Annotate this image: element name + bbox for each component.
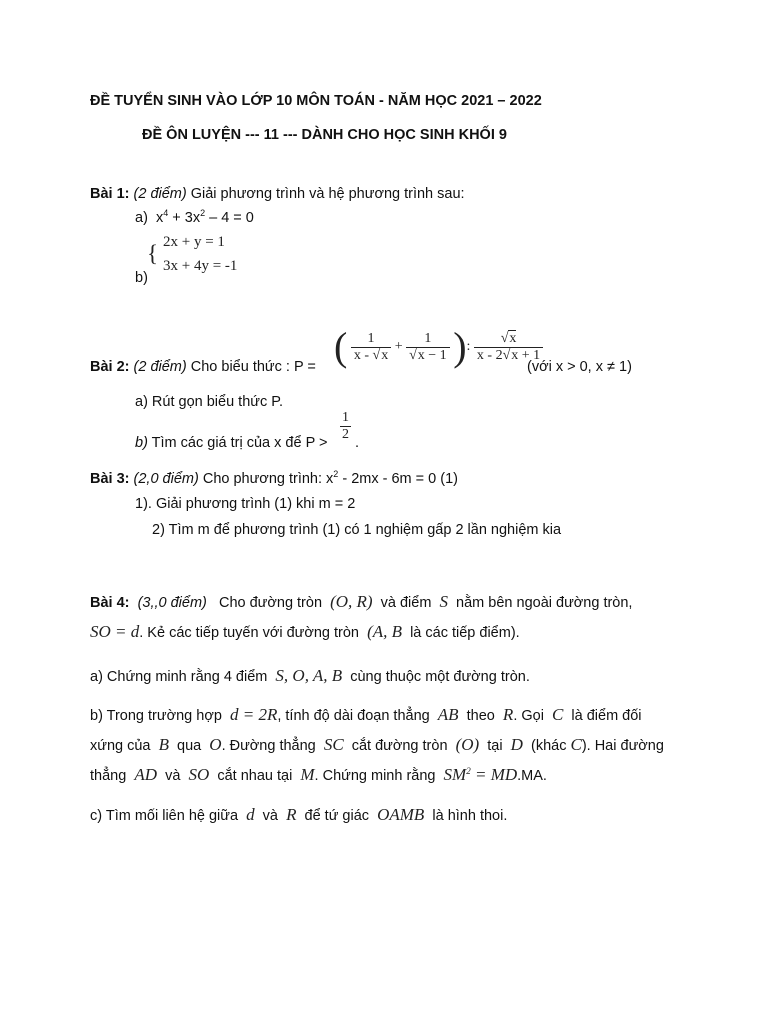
SM-squared-eq: $SM^2$ = MD [443, 765, 518, 784]
b-text-4: . Gọi [513, 708, 544, 724]
points-SOAB: S, O, A, B [275, 666, 343, 685]
var-R: R [286, 805, 297, 824]
bai1-heading [90, 186, 465, 202]
b-text-6: xứng của [90, 738, 151, 754]
bai4-part-c [90, 802, 507, 829]
system-line-2: 3x + 4y = -1 [163, 258, 238, 274]
exam-title: ĐỀ TUYỂN SINH VÀO LỚP 10 MÔN TOÁN - NĂM HỌC 2021 – 2022 [90, 93, 542, 109]
SO-equals-d: SO = d [90, 622, 140, 641]
bai4-line-2 [90, 619, 520, 646]
bai1-text: Giải phương trình và hệ phương trình sau: [186, 186, 465, 202]
system-line-1: 2x + y = 1 [163, 234, 225, 250]
half-numerator: 1 [342, 410, 349, 425]
p-expression: ( $\frac{1}{x - √x}$ + $\frac{1}{√x - 1}$ ): $\frac{√x}{x - 2√x + 1}$ [334, 327, 543, 367]
line-SO: SO [188, 765, 210, 784]
points-AB: (A, B [367, 622, 403, 641]
circle-O: (O) [455, 735, 480, 754]
bai4-a-t1: a) Chứng minh rằng 4 điểm [90, 669, 268, 685]
bai3-points: (2,0 điểm) [133, 471, 199, 487]
b-text-17: .MA. [517, 768, 547, 784]
c-text-2: và [262, 808, 278, 824]
bai4-a-t2: cùng thuộc một đường tròn. [350, 669, 530, 685]
bai4-t4: . Kẻ các tiếp tuyến với đường tròn [139, 625, 360, 641]
segment-AB: AB [437, 705, 459, 724]
bai4-label: Bài 4: [90, 595, 130, 611]
line-AD: AD [134, 765, 158, 784]
bai2-condition: (với x > 0, x ≠ 1) [527, 359, 632, 375]
point-C-2: C [570, 735, 582, 754]
b-text-9: cắt đường tròn [351, 738, 448, 754]
c-text-4: là hình thoi. [432, 808, 508, 824]
quadrilateral-OAMB: OAMB [377, 805, 425, 824]
b-text-8: . Đường thẳng [221, 738, 316, 754]
half-denominator: 2 [342, 427, 349, 442]
b-text-15: cắt nhau tại [217, 768, 293, 784]
circle-OR: (O, R) [330, 592, 373, 611]
SM-term: SM [443, 765, 467, 784]
bai2-points: (2 điểm) [133, 359, 187, 375]
bai2-b-text: Tìm các giá trị của x để P > [147, 435, 328, 451]
bai4-t1: Cho đường tròn [218, 595, 323, 611]
bai4-t3: nằm bên ngoài đường tròn, [456, 595, 633, 611]
bai3-heading: Bài 3: (2,0 điểm) Cho phương trình: $x^2 - 2mx - 6m = 0$ (1) [90, 469, 458, 487]
bai3-item-1: 1). Giải phương trình (1) khi m = 2 [135, 496, 356, 512]
point-C: C [552, 705, 564, 724]
bai4-t5: là các tiếp điểm). [410, 625, 520, 641]
bai2-b-end: . [355, 435, 360, 451]
b-text-16: . Chứng minh rằng [314, 768, 436, 784]
point-D: D [510, 735, 523, 754]
bai1-label: Bài 1: [90, 186, 130, 202]
half-fraction [340, 410, 351, 443]
bai1-b-label: b) [135, 270, 148, 286]
bai1-part-a [135, 210, 254, 226]
bai4-part-b-line-3 [90, 762, 547, 789]
var-d: d [246, 805, 255, 824]
point-M: M [300, 765, 315, 784]
b-text-11: (khác [530, 738, 567, 754]
bai4-t2: và điểm [380, 595, 432, 611]
b-text-14: và [165, 768, 181, 784]
b-text-10: tại [487, 738, 503, 754]
bai1-equation: $x^4 + 3x^2 - 4 = 0$ [155, 208, 254, 226]
MD-term: = MD [470, 765, 518, 784]
bai2-part-b [135, 435, 328, 451]
bai3-item-2: 2) Tìm m để phương trình (1) có 1 nghiệm gấp 2 lần nghiệm kia [152, 522, 562, 538]
system-brace: { [147, 241, 159, 266]
bai1-points: (2 điểm) [133, 186, 187, 202]
c-text-1: c) Tìm mối liên hệ giữa [90, 808, 239, 824]
point-S: S [439, 592, 448, 611]
point-B: B [158, 735, 169, 754]
b-text-5: là điểm đối [571, 708, 642, 724]
b-text-7: qua [177, 738, 202, 754]
b-text-13: thẳng [90, 768, 127, 784]
bai4-part-b-line-2 [90, 732, 664, 759]
b-text-12: ). Hai đường [581, 738, 664, 754]
bai1-a-label: a) [135, 210, 148, 226]
d-equals-2R: d = 2R [229, 705, 278, 724]
point-O: O [209, 735, 222, 754]
bai4-points: (3,,0 điểm) [137, 595, 207, 611]
bai2-text: Cho biểu thức : P = [186, 359, 316, 375]
bai2-heading [90, 359, 316, 375]
bai4-part-b-line-1 [90, 702, 642, 729]
bai3-text-b: - 2mx - 6m = 0 (1) [338, 471, 458, 487]
bai4-part-a [90, 663, 530, 690]
c-text-3: để tứ giác [304, 808, 370, 824]
line-SC: SC [323, 735, 344, 754]
b-text-2: , tính độ dài đoạn thẳng [277, 708, 430, 724]
radius-R: R [502, 705, 514, 724]
bai2-part-a: a) Rút gọn biểu thức P. [135, 394, 284, 410]
b-text-1: b) Trong trường hợp [90, 708, 222, 724]
exam-subtitle: ĐỀ ÔN LUYỆN --- 11 --- DÀNH CHO HỌC SINH KHỐI 9 [142, 127, 507, 143]
bai2-b-label: b) [135, 435, 148, 451]
bai3-text-a: Cho phương trình: x [198, 471, 334, 487]
bai2-label: Bài 2: [90, 359, 130, 375]
bai3-label: Bài 3: [90, 471, 130, 487]
bai4-line-1 [90, 589, 632, 616]
b-text-3: theo [466, 708, 495, 724]
